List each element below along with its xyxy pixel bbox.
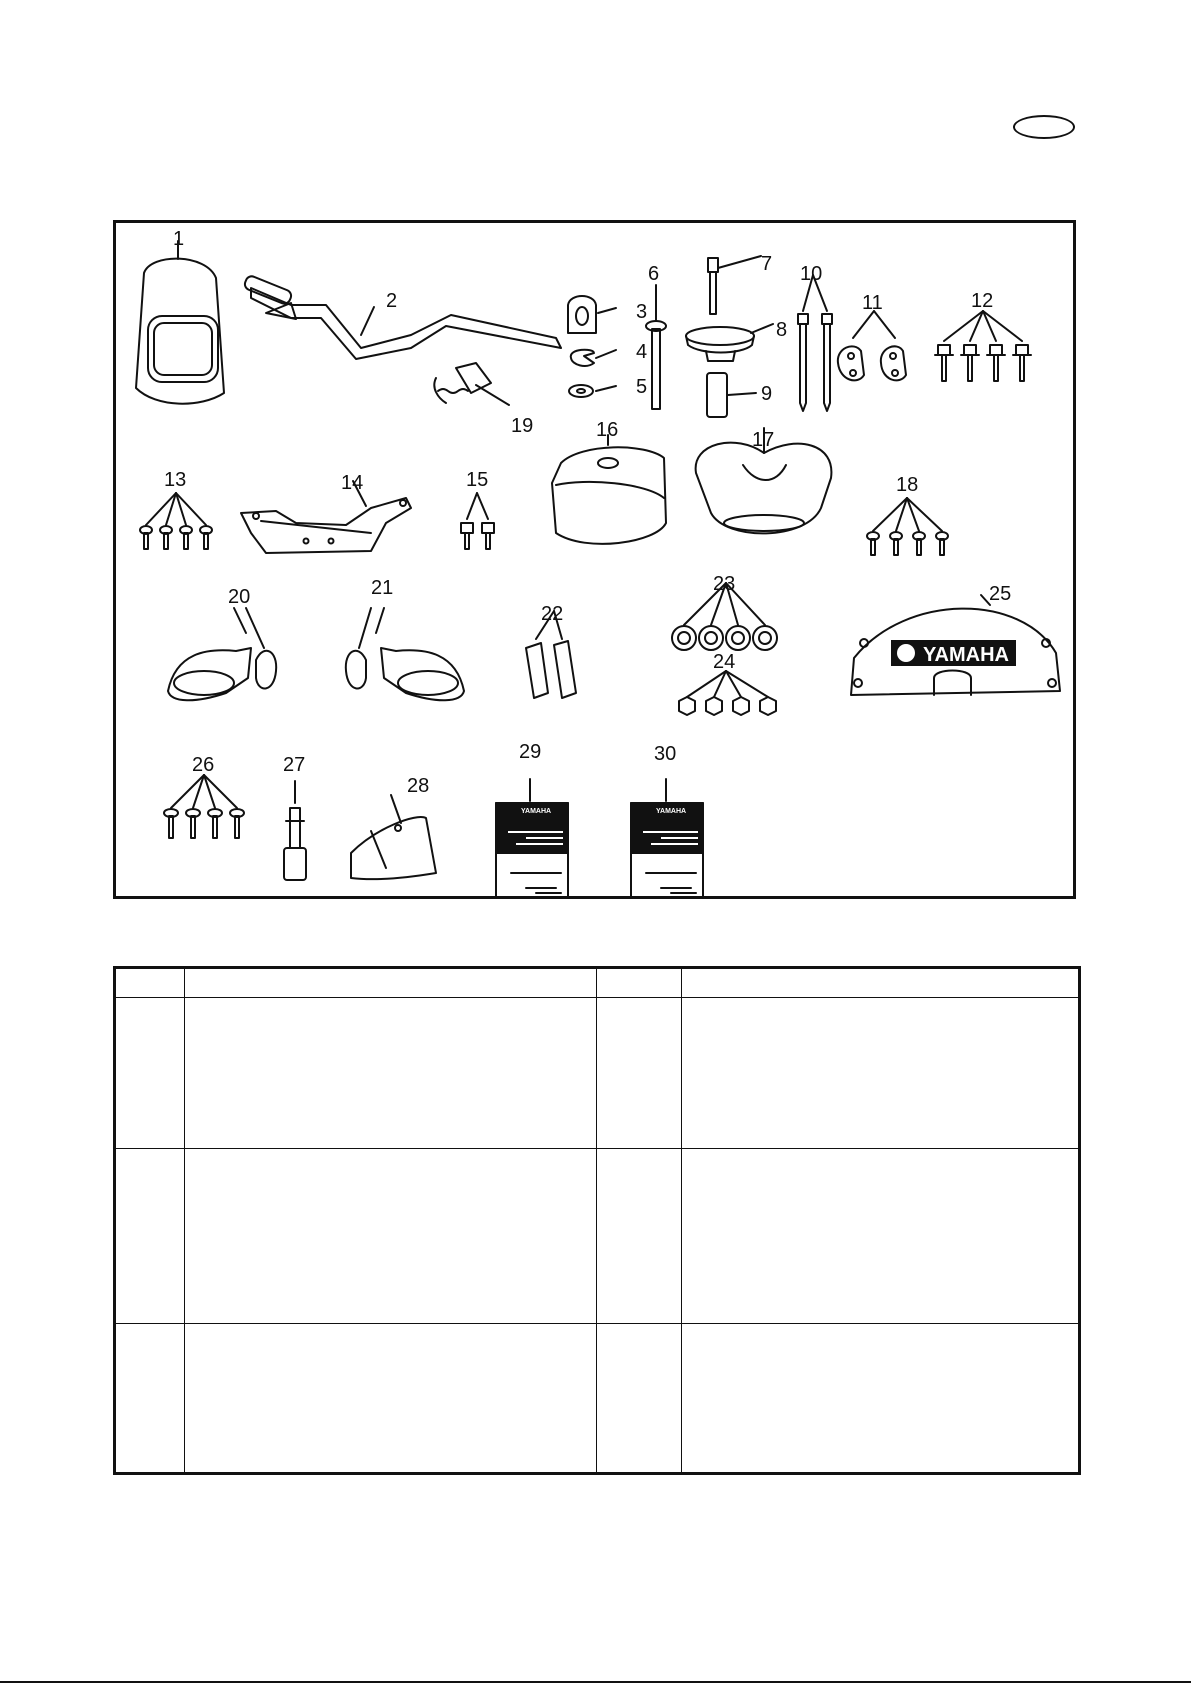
manual-30-logo-text: YAMAHA (656, 808, 687, 815)
callout-5: 5 (636, 376, 648, 398)
part-handlebar (243, 275, 561, 359)
parts-illustration (116, 223, 1073, 896)
table-cell (115, 998, 185, 1149)
callout-12: 12 (971, 290, 994, 312)
table-cell (185, 1324, 597, 1474)
table-cell (597, 1149, 682, 1324)
callout-14: 14 (341, 472, 364, 494)
callout-24: 24 (713, 651, 736, 673)
part-screws-18 (867, 498, 948, 555)
table-header-row (115, 968, 1080, 998)
callout-10: 10 (800, 263, 823, 285)
part-flange-bolts-12 (935, 311, 1031, 381)
callout-18: 18 (896, 474, 919, 496)
callout-21: 21 (371, 577, 394, 599)
table-header-cell (185, 968, 597, 998)
part-lanyard (434, 363, 509, 405)
callout-11: 11 (862, 292, 883, 314)
part-valve (284, 781, 306, 880)
part-cable-ties (798, 275, 832, 411)
callout-19: 19 (511, 415, 534, 437)
table-header-cell (682, 968, 1080, 998)
callout-2: 2 (386, 290, 398, 312)
table-row (115, 998, 1080, 1149)
callout-27: 27 (283, 754, 306, 776)
part-mirror-left (168, 608, 276, 700)
table-header-cell (597, 968, 682, 998)
callout-25: 25 (989, 583, 1012, 605)
callout-23: 23 (713, 573, 736, 595)
table-cell (682, 998, 1080, 1149)
callout-1: 1 (173, 228, 185, 250)
callout-26: 26 (192, 754, 215, 776)
callout-16: 16 (596, 419, 619, 441)
emblem-logo-text: YAMAHA (923, 644, 1009, 666)
table-cell (115, 1324, 185, 1474)
part-bracket (241, 481, 411, 553)
bottom-rule (0, 1681, 1191, 1683)
tuning-fork-logo (897, 644, 915, 662)
part-long-bolt (646, 285, 666, 409)
part-visor (136, 241, 224, 404)
table-cell (597, 1324, 682, 1474)
table-cell (185, 998, 597, 1149)
callout-6: 6 (648, 263, 660, 285)
callout-4: 4 (636, 341, 648, 363)
callout-28: 28 (407, 775, 430, 797)
parts-figure (113, 220, 1076, 899)
part-small-hardware-3-5 (568, 296, 616, 397)
part-bolt-cap-collar (686, 256, 773, 417)
table-cell (682, 1149, 1080, 1324)
table-header-cell (115, 968, 185, 998)
callout-20: 20 (228, 586, 251, 608)
callout-17: 17 (752, 429, 775, 451)
language-badge (1013, 115, 1075, 139)
callout-9: 9 (761, 383, 773, 405)
part-nuts-24 (679, 671, 776, 715)
table-cell (682, 1324, 1080, 1474)
parts-table (113, 966, 1081, 1475)
callout-30: 30 (654, 743, 677, 765)
manual-29-logo-text: YAMAHA (521, 808, 552, 815)
callout-13: 13 (164, 469, 187, 491)
part-bolts-15 (461, 493, 494, 549)
table-row (115, 1324, 1080, 1474)
table-row (115, 1149, 1080, 1324)
table-cell (115, 1149, 185, 1324)
part-pad (552, 435, 666, 544)
callout-22: 22 (541, 603, 564, 625)
callout-3: 3 (636, 301, 648, 323)
callout-29: 29 (519, 741, 542, 763)
part-mirror-right (346, 608, 464, 700)
part-pouch (351, 795, 436, 879)
part-screws-26 (164, 775, 244, 838)
callout-7: 7 (761, 253, 773, 275)
callout-15: 15 (466, 469, 489, 491)
part-clamps (838, 311, 906, 380)
callout-8: 8 (776, 319, 788, 341)
part-screws-13 (140, 493, 212, 549)
table-cell (185, 1149, 597, 1324)
table-cell (597, 998, 682, 1149)
